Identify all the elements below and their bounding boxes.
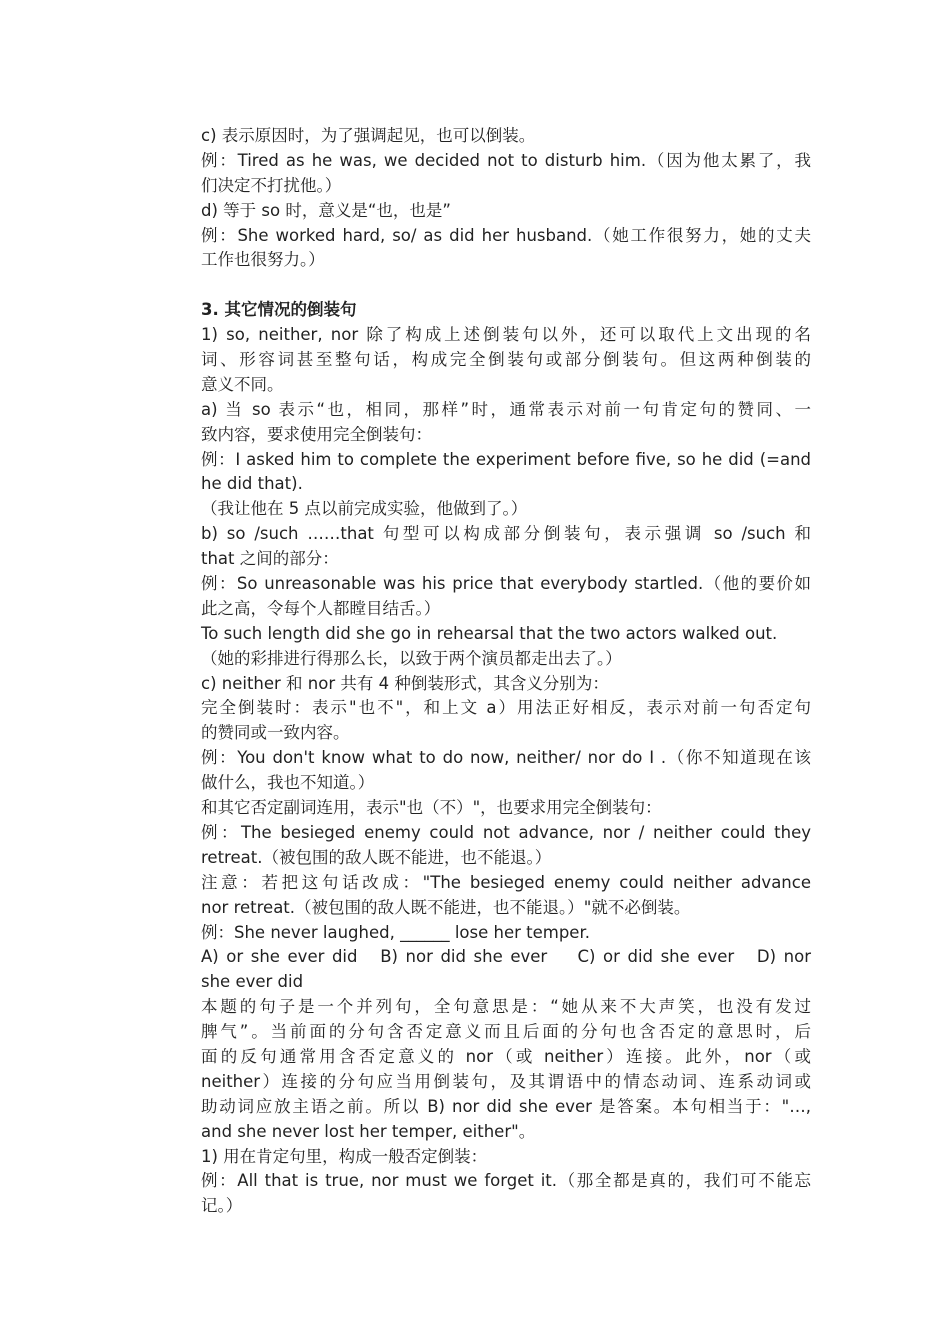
- text-line: 工作也很努力。）: [201, 250, 325, 270]
- text-line: 们决定不打扰他。）: [201, 175, 342, 195]
- text-line: 例：All that is true, nor must we forget it.（那全都是真的，我们可不能忘: [201, 1171, 811, 1191]
- text-line: b) so /such ……that 句型可以构成部分倒装句，表示强调 so /such 和: [201, 524, 811, 544]
- text-line: 例：The besieged enemy could not advance, nor / neither could they: [201, 822, 811, 842]
- text-line: 完全倒装时：表示"也不"，和上文 a）用法正好相反，表示对前一句否定句: [201, 698, 811, 718]
- text-line: that 之间的部分：: [201, 549, 339, 569]
- text-line: （她的彩排进行得那么长，以致于两个演员都走出去了。）: [201, 648, 622, 668]
- text-line: and she never lost her temper, either"。: [201, 1121, 536, 1141]
- text-line: 致内容，要求使用完全倒装句：: [201, 424, 432, 444]
- text-line: 助动词应放主语之前。所以 B) nor did she ever 是答案。本句相当于："…,: [201, 1096, 811, 1116]
- text-line: a) 当 so 表示“也，相同，那样”时，通常表示对前一句肯定句的赞同、一: [201, 399, 811, 419]
- document-page: [201, 124, 811, 1219]
- blank-line: [201, 273, 811, 298]
- section-heading: 3. 其它情况的倒装句: [201, 300, 357, 320]
- text-line: 例：So unreasonable was his price that everybody startled.（他的要价如: [201, 574, 811, 594]
- text-line: To such length did she go in rehearsal that the two actors walked out.: [201, 623, 778, 643]
- text-line: 例：Tired as he was, we decided not to disturb him.（因为他太累了，我: [201, 150, 811, 170]
- text-line: d) 等于 so 时，意义是“也，也是”: [201, 200, 451, 220]
- text-line: 面的反句通常用含否定意义的 nor（或 neither）连接。此外，nor（或: [201, 1046, 811, 1066]
- text-line: 脾气”。当前面的分句含否定意义而且后面的分句也含否定的意思时，后: [201, 1022, 811, 1042]
- text-line: c) neither 和 nor 共有 4 种倒装形式，其含义分别为：: [201, 673, 609, 693]
- text-line: 注意：若把这句话改成："The besieged enemy could neither advance: [201, 872, 811, 892]
- text-line: nor retreat.（被包围的敌人既不能进，也不能退。）"就不必倒装。: [201, 897, 691, 917]
- text-line: 例：She never laughed, ______ lose her temper.: [201, 922, 590, 942]
- answer-options-line: A) or she ever did B) nor did she ever C) or did she ever D) nor: [201, 947, 811, 967]
- text-line: 此之高，令每个人都瞠目结舌。）: [201, 598, 441, 618]
- text-line: 本题的句子是一个并列句，全句意思是：“她从来不大声笑，也没有发过: [201, 997, 811, 1017]
- text-line: 1) so, neither, nor 除了构成上述倒装句以外，还可以取代上文出现的名: [201, 325, 811, 345]
- text-line: 例：She worked hard, so/ as did her husband.（她工作很努力，她的丈夫: [201, 225, 811, 245]
- text-line: neither）连接的分句应当用倒装句，及其谓语中的情态动词、连系动词或: [201, 1071, 811, 1091]
- text-line: 1) 用在肯定句里，构成一般否定倒装：: [201, 1146, 488, 1166]
- text-line: 例：You don't know what to do now, neither/ nor do I .（你不知道现在该: [201, 748, 811, 768]
- text-line: 记。）: [201, 1196, 243, 1216]
- text-line: he did that).: [201, 474, 303, 494]
- text-line: c) 表示原因时，为了强调起见，也可以倒装。: [201, 126, 536, 145]
- text-line: 和其它否定副词连用，表示"也（不）"，也要求用完全倒装句：: [201, 798, 662, 818]
- text-line: she ever did: [201, 972, 304, 992]
- text-line: retreat.（被包围的敌人既不能进，也不能退。）: [201, 847, 552, 867]
- text-line: 意义不同。: [201, 374, 284, 394]
- text-line: （我让他在 5 点以前完成实验，他做到了。）: [201, 499, 528, 519]
- text-line: 做什么，我也不知道。）: [201, 773, 375, 793]
- text-line: 的赞同或一致内容。: [201, 723, 350, 743]
- text-line: 词、形容词甚至整句话，构成完全倒装句或部分倒装句。但这两种倒装的: [201, 350, 811, 370]
- text-line: 例：I asked him to complete the experiment before five, so he did (=and: [201, 449, 811, 469]
